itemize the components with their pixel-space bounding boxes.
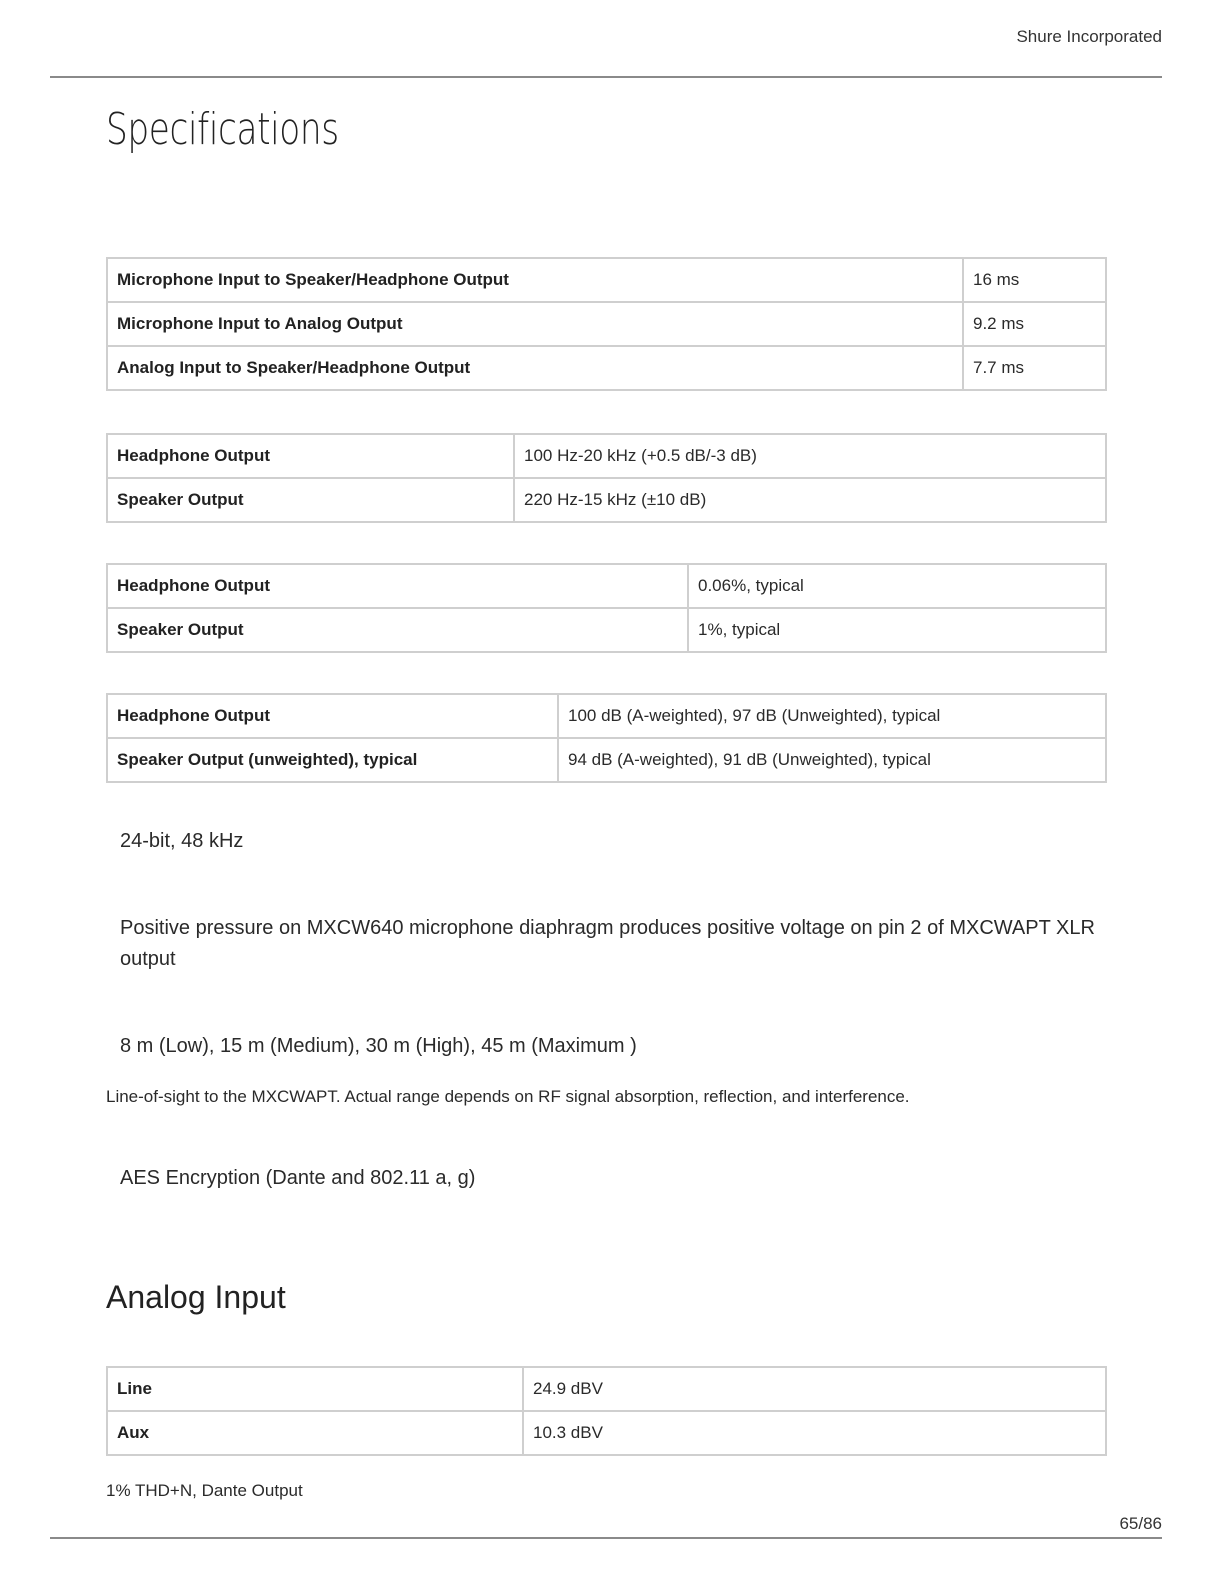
range-note: Line-of-sight to the MXCWAPT. Actual range depends on RF signal absorption, reflection, and interference. xyxy=(106,1087,910,1106)
range-spec: 8 m (Low), 15 m (Medium), 30 m (High), 45 m (Maximum ) xyxy=(120,1035,637,1057)
thd-table xyxy=(106,563,1107,653)
spec-value: 10.3 dBV xyxy=(523,1411,1106,1455)
spec-value: 24.9 dBV xyxy=(523,1367,1106,1411)
latency-table xyxy=(106,257,1107,391)
spec-value: 1%, typical xyxy=(688,608,1106,652)
table-row xyxy=(107,1367,1106,1411)
page-number: 65/86 xyxy=(1119,1514,1162,1533)
page-title: Specifications xyxy=(106,104,339,155)
table-row xyxy=(107,738,1106,782)
dynamic-range-table xyxy=(106,693,1107,783)
sampling-spec: 24-bit, 48 kHz xyxy=(120,830,244,852)
spec-value: 94 dB (A-weighted), 91 dB (Unweighted), typical xyxy=(558,738,1106,782)
analog-input-note: 1% THD+N, Dante Output xyxy=(106,1481,303,1500)
frequency-response-table xyxy=(106,433,1107,523)
table-row xyxy=(107,564,1106,608)
spec-label: Headphone Output xyxy=(107,564,688,608)
table-row xyxy=(107,608,1106,652)
spec-value: 9.2 ms xyxy=(963,302,1106,346)
spec-label: Headphone Output xyxy=(107,694,558,738)
table-row xyxy=(107,302,1106,346)
header-divider xyxy=(50,76,1162,78)
footer-divider xyxy=(50,1537,1162,1539)
spec-label: Headphone Output xyxy=(107,434,514,478)
company-name: Shure Incorporated xyxy=(1016,27,1162,46)
spec-label: Microphone Input to Analog Output xyxy=(107,302,963,346)
polarity-spec: Positive pressure on MXCW640 microphone diaphragm produces positive voltage on pin 2 of MXCWAPT XLR output xyxy=(120,917,1095,970)
spec-label: Analog Input to Speaker/Headphone Output xyxy=(107,346,963,390)
section-title-analog-input: Analog Input xyxy=(106,1279,286,1315)
table-row xyxy=(107,478,1106,522)
table-row xyxy=(107,258,1106,302)
encryption-spec: AES Encryption (Dante and 802.11 a, g) xyxy=(120,1167,476,1189)
spec-value: 0.06%, typical xyxy=(688,564,1106,608)
spec-value: 100 Hz-20 kHz (+0.5 dB/-3 dB) xyxy=(514,434,1106,478)
spec-label: Microphone Input to Speaker/Headphone Output xyxy=(107,258,963,302)
spec-value: 7.7 ms xyxy=(963,346,1106,390)
table-row xyxy=(107,1411,1106,1455)
spec-label: Speaker Output xyxy=(107,478,514,522)
spec-label: Speaker Output xyxy=(107,608,688,652)
table-row xyxy=(107,694,1106,738)
spec-value: 220 Hz-15 kHz (±10 dB) xyxy=(514,478,1106,522)
spec-label: Aux xyxy=(107,1411,523,1455)
spec-value: 16 ms xyxy=(963,258,1106,302)
spec-label: Line xyxy=(107,1367,523,1411)
spec-value: 100 dB (A-weighted), 97 dB (Unweighted), typical xyxy=(558,694,1106,738)
table-row xyxy=(107,346,1106,390)
analog-input-table xyxy=(106,1366,1107,1456)
spec-label: Speaker Output (unweighted), typical xyxy=(107,738,558,782)
table-row xyxy=(107,434,1106,478)
